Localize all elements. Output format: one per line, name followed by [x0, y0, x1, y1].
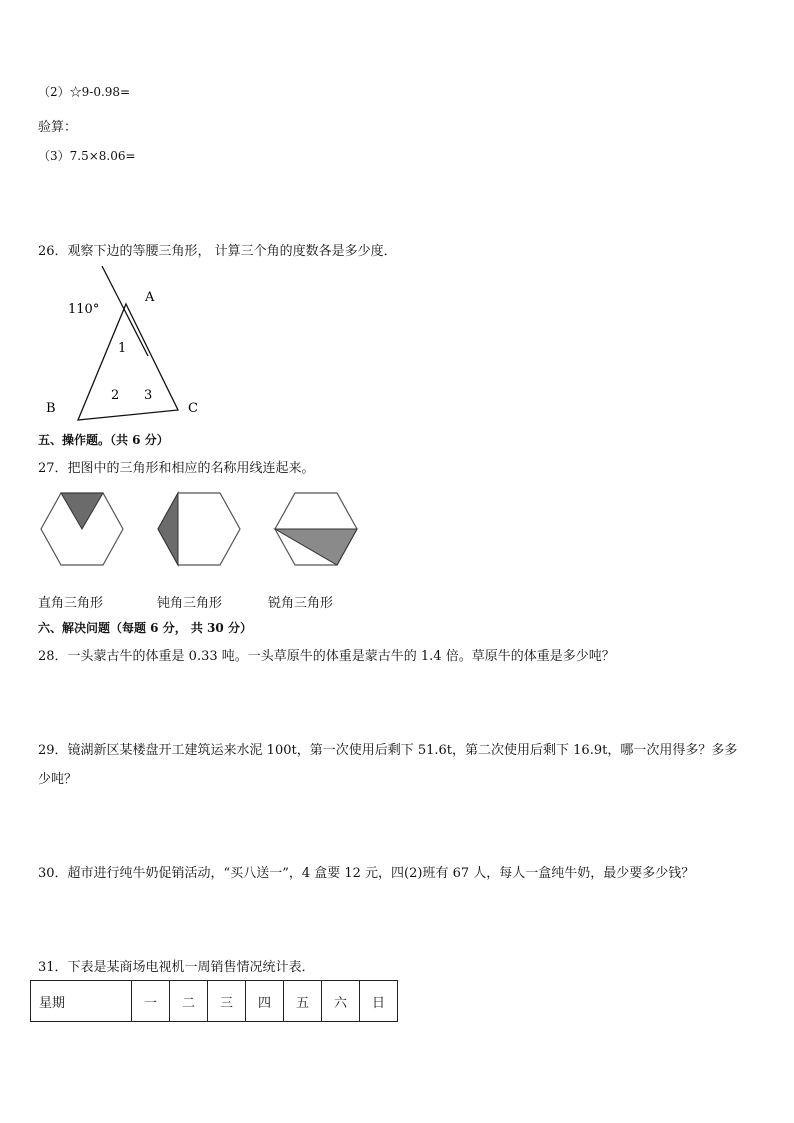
hexagon-right-triangle-figure [39, 491, 129, 567]
q30-text: 30．超市进行纯牛奶促销活动，“买八送一”，4 盒要 12 元，四(2)班有 67 人，每人一盒纯牛奶，最少要多少钱？ [38, 866, 695, 881]
table-row [31, 981, 398, 1022]
triangle-name-acute: 锐角三角形 [268, 596, 334, 611]
section-6-heading: 六、解决问题（每题 6 分， 共 30 分） [38, 621, 252, 635]
q26-text: 26．观察下边的等腰三角形， 计算三个角的度数各是多少度． [38, 244, 397, 259]
q29-text-line2: 少吨？ [38, 772, 78, 787]
q31-text: 31．下表是某商场电视机一周销售情况统计表． [38, 960, 315, 975]
q28-text: 28．一头蒙古牛的体重是 0.33 吨。一头草原牛的体重是蒙古牛的 1.4 倍。草原牛的体重是多少吨？ [38, 649, 615, 664]
angle-2-label: 2 [111, 388, 120, 403]
angle-110-label: 110° [68, 302, 100, 317]
triangle-name-obtuse: 钝角三角形 [157, 596, 223, 611]
table-header-cell: 星期 [31, 981, 132, 1022]
section-5-heading: 五、操作题。（共 6 分） [38, 433, 169, 447]
angle-1-label: 1 [118, 341, 127, 356]
triangle-name-right: 直角三角形 [38, 596, 104, 611]
q29-text-line1: 29．镜湖新区某楼盘开工建筑运来水泥 100t，第一次使用后剩下 51.6t，第二次使用后剩下 16.9t，哪一次用得多？多多 [38, 743, 738, 758]
table-day-cell: 五 [284, 981, 322, 1022]
angle-3-label: 3 [144, 388, 153, 403]
isosceles-triangle-figure [40, 262, 240, 422]
check-label: 验算： [38, 120, 78, 135]
hexagon-acute-triangle-figure [273, 491, 363, 567]
table-day-cell: 一 [132, 981, 170, 1022]
vertex-a-label: A [145, 290, 155, 305]
vertex-b-label: B [46, 401, 56, 416]
table-day-cell: 日 [360, 981, 398, 1022]
q27-text: 27．把图中的三角形和相应的名称用线连起来。 [38, 461, 315, 476]
q25-part2: （2）☆9-0.98= [38, 85, 131, 99]
q25-part3: （3）7.5×8.06= [38, 149, 136, 163]
table-day-cell: 二 [170, 981, 208, 1022]
table-day-cell: 六 [322, 981, 360, 1022]
tv-sales-table [30, 980, 398, 1022]
vertex-c-label: C [188, 401, 198, 416]
hexagon-obtuse-triangle-figure [156, 491, 246, 567]
table-day-cell: 三 [208, 981, 246, 1022]
table-day-cell: 四 [246, 981, 284, 1022]
